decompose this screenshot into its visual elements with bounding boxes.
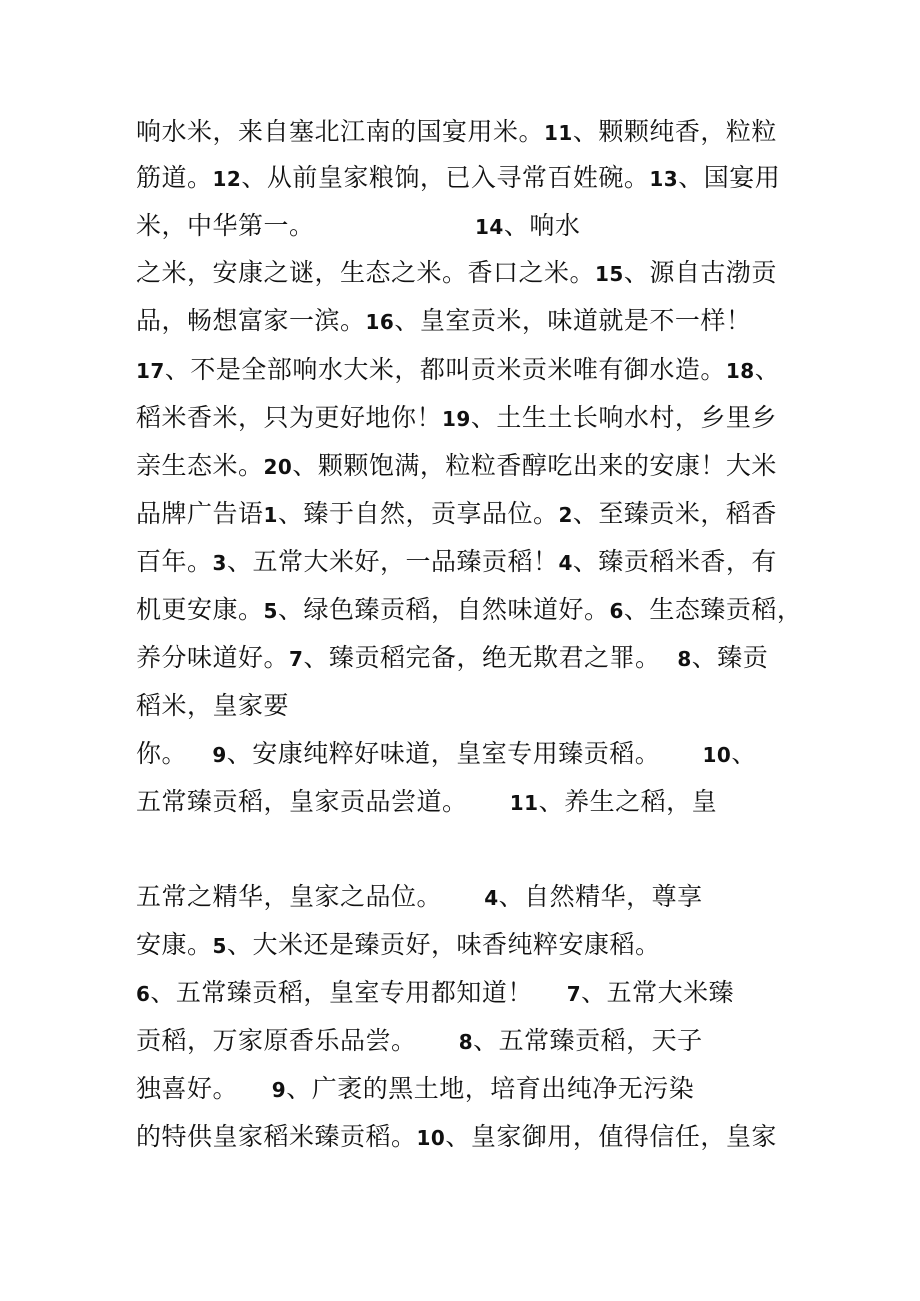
- item-number: 10: [702, 743, 732, 767]
- text-segment: 、五常臻贡稻，天子: [473, 1026, 703, 1055]
- text-line: [136, 734, 757, 774]
- text-segment: 、广袤的黑土地，培育出纯净无污染: [286, 1074, 695, 1103]
- text-segment: 、土生土长响水村，乡里乡: [470, 403, 777, 432]
- text-line: [136, 1021, 703, 1061]
- text-segment: 百年。: [136, 547, 213, 576]
- text-segment: 亲生态米。: [136, 451, 264, 480]
- text-segment: 、臻贡稻完备，绝无欺君之罪。: [303, 643, 678, 672]
- text-segment: 的特供皇家稻米臻贡稻。: [136, 1122, 417, 1151]
- item-number: 9: [212, 743, 227, 767]
- text-segment: 五常臻贡稻，皇家贡品尝道。: [136, 787, 510, 816]
- text-segment: 独喜好。: [136, 1074, 272, 1103]
- text-segment: 、不是全部响水大米，都叫贡米贡米唯有御水造。: [164, 355, 726, 384]
- text-segment: 、安康纯粹好味道，皇室专用臻贡稻。: [226, 739, 703, 768]
- text-segment: 、: [731, 739, 757, 768]
- text-line: [136, 158, 780, 198]
- text-segment: 、生态臻贡稻，: [623, 595, 803, 624]
- text-segment: 品，畅想富家一滨。: [136, 306, 366, 335]
- text-line: [136, 206, 580, 246]
- text-line: [136, 925, 660, 965]
- text-line: [136, 1117, 777, 1157]
- item-number: 15: [595, 262, 624, 286]
- text-segment: 、: [754, 355, 781, 384]
- text-segment: 、国宴用: [678, 163, 781, 192]
- text-line: [136, 253, 777, 293]
- text-segment: 、从前皇家粮饷，已入寻常百姓碗。: [241, 163, 650, 192]
- item-number: 8: [677, 647, 692, 671]
- text-segment: 筋道。: [136, 163, 213, 192]
- item-number: 13: [649, 167, 679, 191]
- item-number: 18: [725, 359, 755, 383]
- text-line: [136, 782, 717, 822]
- text-segment: 、颗颗纯香，粒粒: [572, 117, 777, 146]
- text-segment: 稻米香米，只为更好地你！: [136, 403, 443, 432]
- text-segment: 响水米，来自塞北江南的国宴用米。: [136, 117, 545, 146]
- item-number: 10: [416, 1126, 446, 1150]
- text-segment: 安康。: [136, 930, 213, 959]
- text-segment: 、源自古渤贡: [623, 258, 777, 287]
- item-number: 11: [509, 791, 539, 815]
- item-number: 9: [271, 1078, 287, 1102]
- text-segment: 、颗颗饱满，粒粒香醇吃出来的安康！大米: [292, 451, 777, 480]
- text-line: [136, 877, 703, 917]
- text-segment: 机更安康。: [136, 595, 264, 624]
- text-line: [136, 494, 777, 534]
- text-segment: 养分味道好。: [136, 643, 290, 672]
- text-segment: 、响水: [503, 211, 581, 240]
- item-number: 8: [458, 1030, 474, 1054]
- text-segment: 、皇室贡米，味道就是不一样！: [394, 306, 752, 335]
- item-number: 20: [263, 455, 293, 479]
- item-number: 4: [484, 886, 499, 910]
- text-line: [136, 112, 777, 152]
- text-line: [136, 1069, 694, 1109]
- text-line: [136, 542, 777, 582]
- text-line: [136, 590, 802, 630]
- text-line: [136, 301, 751, 341]
- text-line: [136, 638, 768, 678]
- text-segment: 、臻于自然，贡享品位。: [277, 499, 559, 528]
- text-segment: 、五常臻贡稻，皇室专用都知道！: [150, 978, 567, 1007]
- text-segment: 、五常大米臻: [581, 978, 735, 1007]
- item-number: 16: [365, 310, 395, 334]
- item-number: 19: [442, 407, 471, 431]
- text-segment: 贡稻，万家原香乐品尝。: [136, 1026, 459, 1055]
- item-number: 7: [289, 647, 304, 671]
- text-segment: 、皇家御用，值得信任，皇家: [445, 1122, 777, 1151]
- item-number: 14: [475, 215, 504, 239]
- text-segment: 五常之精华，皇家之品位。: [136, 882, 485, 911]
- item-number: 7: [566, 982, 582, 1006]
- item-number: 17: [136, 359, 165, 383]
- item-number: 1: [263, 503, 278, 527]
- text-line: [136, 446, 777, 486]
- text-segment: 米，中华第一。: [136, 211, 475, 240]
- text-segment: 、大米还是臻贡好，味香纯粹安康稻。: [226, 930, 661, 959]
- text-segment: 之米，安康之谜，生态之米。香口之米。: [136, 258, 596, 287]
- item-number: 6: [609, 599, 624, 623]
- text-line: [136, 350, 780, 390]
- text-segment: 、至臻贡米，稻香: [572, 499, 777, 528]
- text-segment: 、自然精华，尊享: [498, 882, 703, 911]
- item-number: 5: [263, 599, 278, 623]
- text-segment: 、养生之稻，皇: [538, 787, 718, 816]
- item-number: 11: [544, 121, 573, 145]
- item-number: 4: [558, 551, 573, 575]
- item-number: 6: [136, 982, 151, 1006]
- item-number: 3: [212, 551, 227, 575]
- item-number: 2: [558, 503, 573, 527]
- text-line: [136, 398, 777, 438]
- text-segment: 稻米，皇家要: [136, 691, 290, 720]
- text-segment: 、五常大米好，一品臻贡稻！: [226, 547, 559, 576]
- text-segment: 你。: [136, 739, 213, 768]
- text-segment: 品牌广告语: [136, 499, 264, 528]
- text-line: [136, 973, 734, 1013]
- text-segment: 、绿色臻贡稻，自然味道好。: [277, 595, 610, 624]
- text-segment: 、臻贡: [691, 643, 769, 672]
- item-number: 5: [212, 934, 227, 958]
- item-number: 12: [212, 167, 242, 191]
- text-segment: 、臻贡稻米香，有: [572, 547, 777, 576]
- text-line: [136, 686, 289, 726]
